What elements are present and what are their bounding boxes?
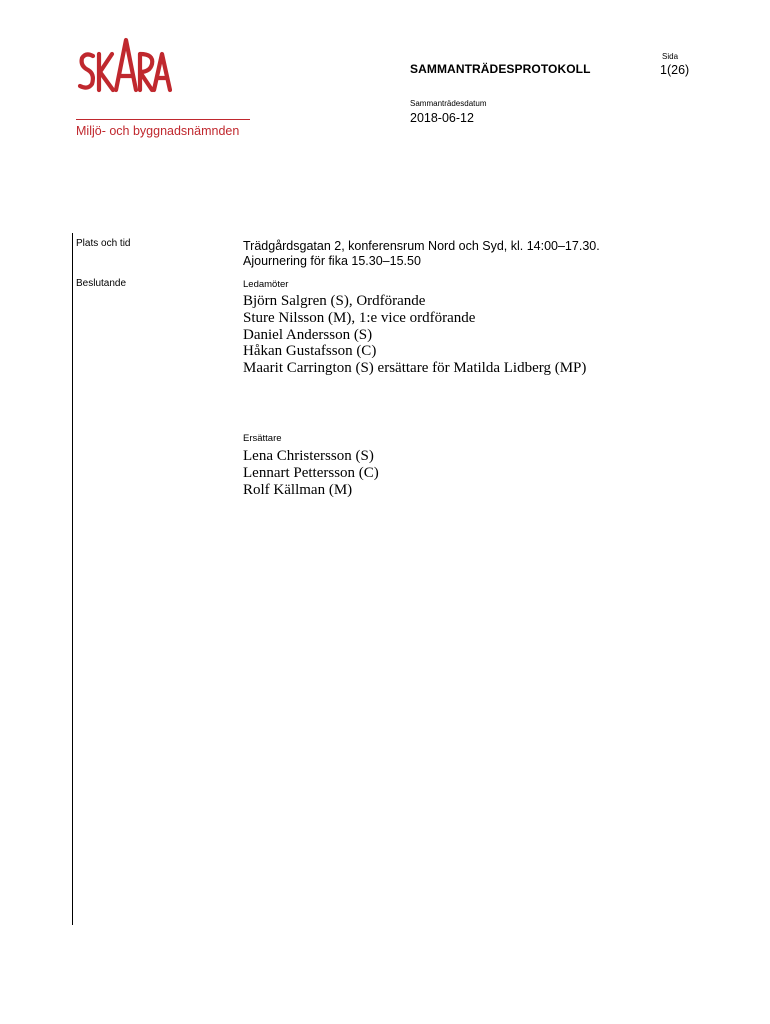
skara-logo xyxy=(76,36,172,94)
place-time-line: Ajournering för fika 15.30–15.50 xyxy=(243,254,421,268)
page-number: 1(26) xyxy=(660,63,690,77)
member-entry: Daniel Andersson (S) xyxy=(243,326,373,343)
member-entry: Sture Nilsson (M), 1:e vice ordförande xyxy=(243,309,476,326)
members-list xyxy=(243,293,586,377)
members-heading: Ledamöter xyxy=(243,279,289,290)
meeting-date-label: Sammanträdesdatum xyxy=(410,99,487,108)
substitute-entry: Lena Christersson (S) xyxy=(243,448,374,464)
place-time-label: Plats och tid xyxy=(76,238,131,249)
document-title: SAMMANTRÄDESPROTOKOLL xyxy=(410,62,591,76)
place-time-line: Trädgårdsgatan 2, konferensrum Nord och Syd, kl. 14:00–17.30. xyxy=(243,239,600,253)
deciding-label: Beslutande xyxy=(76,278,127,289)
page-label: Sida xyxy=(662,52,679,61)
member-entry: Maarit Carrington (S) ersättare för Matilda Lidberg (MP) xyxy=(243,360,587,377)
substitute-entry: Rolf Källman (M) xyxy=(243,481,353,498)
substitute-entry: Lennart Pettersson (C) xyxy=(243,464,379,481)
member-entry: Björn Salgren (S), Ordförande xyxy=(243,293,426,309)
member-entry: Håkan Gustafsson (C) xyxy=(243,343,377,360)
meeting-date: 2018-06-12 xyxy=(410,111,474,125)
margin-rule xyxy=(72,233,73,925)
substitutes-heading: Ersättare xyxy=(243,433,282,444)
department-name: Miljö- och byggnadsnämnden xyxy=(76,124,240,138)
department-rule xyxy=(76,119,250,120)
substitutes-list xyxy=(243,448,379,498)
